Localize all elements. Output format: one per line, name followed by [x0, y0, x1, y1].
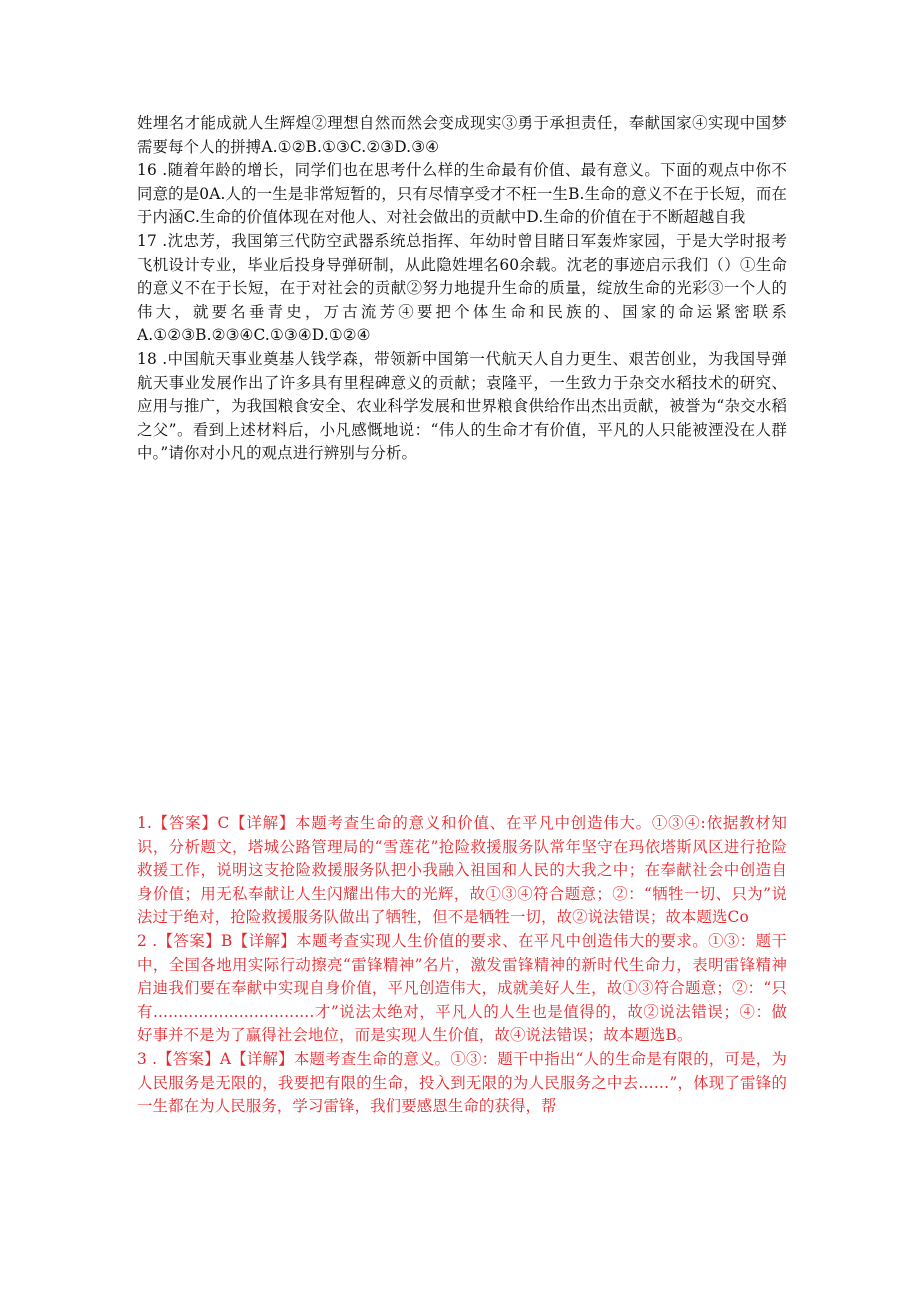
question-15-tail: 姓埋名才能成就人生辉煌②理想自然而然会变成现实③勇于承担责任，奉献国家④实现中国梦需要每个人的拼搏A.①②B.①③C.②③D.③④	[137, 114, 787, 156]
question-17: 17 .沈忠芳，我国第三代防空武器系统总指挥、年幼时曾目睹日军轰炸家园，于是大学时报考飞机设计专业，毕业后投身导弹研制，从此隐姓埋名60余载。沈老的事迹启示我们（）①生命的意义不在于长短，在于对社会的贡献②努力地提升生命的质量，绽放生命的光彩③一个人的伟大，就要名垂青史，万古流芳④要把个体生命和民族的、国家的命运紧密联系A.①②③B.②③④C.①③④D.①②④	[137, 231, 787, 345]
question-18: 18 .中国航天事业奠基人钱学森，带领新中国第一代航天人自力更生、艰苦创业，为我国导弹航天事业发展作出了许多具有里程碑意义的贡献；袁隆平，一生致力于杂交水稻技术的研究、应用与推广，为我国粮食安全、农业科学发展和世界粮食供给作出杰出贡献，被誉为“杂交水稻之父”。看到上述材料后，小凡感慨地说：“伟人的生命才有价值，平凡的人只能被湮没在人群中。”请你对小凡的观点进行辨别与分析。	[137, 349, 787, 463]
answer-1: 1.【答案】C【详解】本题考查生命的意义和价值、在平凡中创造伟大。①③④:依据教材知识，分析题文，塔城公路管理局的“雪莲花”抢险救援服务队常年坚守在玛依塔斯风区进行抢险救援工作，说明这支抢险救援服务队把小我融入祖国和人民的大我之中；在奉献社会中创造自身价值；用无私奉献让人生闪耀出伟大的光辉，故①③④符合题意；②：“牺牲一切、只为”说法过于绝对，抢险救援服务队做出了牺牲，但不是牺牲一切，故②说法错误；故本题选Co	[137, 814, 787, 927]
answer-2: 2 .【答案】B【详解】本题考查实现人生价值的要求、在平凡中创造伟大的要求。①③：题干中，全国各地用实际行动擦亮“雷锋精神”名片，激发雷锋精神的新时代生命力，表明雷锋精神启迪我们要在奉献中实现自身价值，平凡创造伟大，成就美好人生，故①③符合题意；②：“只有................................才”说法太绝对，平凡人的人生也是值得的，故②说法错误；④：做好事并不是为了赢得社会地位，而是实现人生价值，故④说法错误；故本题选B。	[137, 931, 787, 1045]
answers-section	[137, 812, 787, 1119]
question-16: 16 .随着年龄的增长，同学们也在思考什么样的生命最有价值、最有意义。下面的观点中你不同意的是0A.人的一生是非常短暂的，只有尽情享受才不枉一生B.生命的意义不在于长短，而在于内涵C.生命的价值体现在对他人、对社会做出的贡献中D.生命的价值在于不断超越自我	[137, 161, 787, 227]
answer-3: 3 .【答案】A【详解】本题考查生命的意义。①③：题干中指出“人的生命是有限的，可是，为人民服务是无限的，我要把有限的生命，投入到无限的为人民服务之中去……”，体现了雷锋的一生都在为人民服务，学习雷锋，我们要感恩生命的获得，帮	[137, 1049, 787, 1116]
questions-section	[137, 112, 787, 466]
